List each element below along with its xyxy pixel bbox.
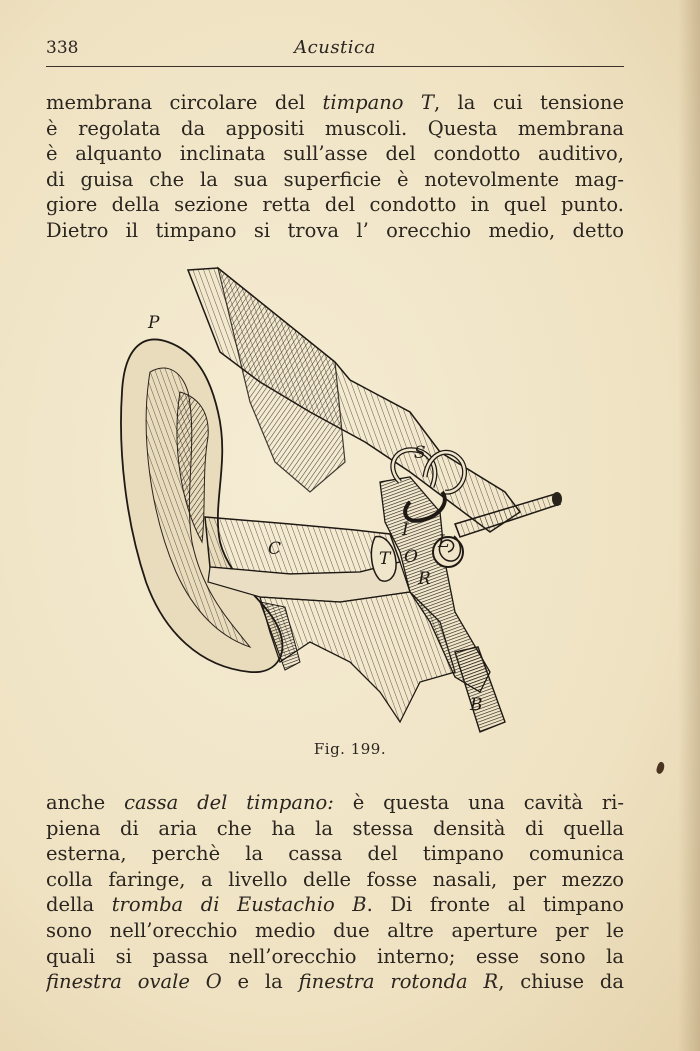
text-line: della tromba di Eustachio B. Di fronte al timpano: [46, 893, 624, 917]
nerve-end: [552, 492, 562, 506]
figure-label-b: B: [470, 695, 483, 715]
page-number: 338: [46, 38, 79, 58]
figure-label-s: S: [414, 443, 426, 463]
ink-blot: [655, 761, 666, 775]
text-line: anche cassa del timpano: è questa una cavità ri-: [46, 791, 624, 814]
text-line: sono nell’orecchio medio due altre aperture per le: [46, 918, 624, 942]
text-line: colla faringe, a livello delle fosse nasali, per mezzo: [46, 867, 624, 891]
bottom-paragraph: [46, 790, 624, 995]
text-line: finestra ovale O e la finestra rotonda R, chiuse da: [46, 970, 624, 994]
text-line: è regolata da appositi muscoli. Questa membrana: [46, 116, 624, 140]
figure-caption: Fig. 199.: [313, 740, 387, 758]
figure-label-i: I: [402, 520, 409, 540]
text-line: membrana circolare del timpano T, la cui tensione: [46, 91, 624, 114]
page-header: [46, 36, 624, 67]
bone-cut-face: [218, 268, 345, 492]
page-edge-shadow: [678, 0, 700, 1051]
text-line: è alquanto inclinata sull’asse del condotto auditivo,: [46, 142, 624, 166]
figure-label-p: P: [148, 313, 160, 333]
figure-label-o: O: [404, 547, 418, 567]
auditory-canal: [205, 517, 400, 574]
figure-label-l: L: [438, 532, 450, 552]
text-line: piena di aria che ha la stessa densità di quella: [46, 816, 624, 840]
eustachian-tube: [455, 647, 505, 732]
text-line: Dietro il timpano si trova l’ orecchio medio, detto: [46, 218, 624, 242]
ear-anatomy-illustration: [110, 262, 570, 742]
figure-label-c: C: [268, 539, 282, 559]
running-title: Acustica: [294, 37, 376, 58]
text-line: giore della sezione retta del condotto in quel punto.: [46, 193, 624, 217]
figure-label-t: T: [379, 549, 391, 569]
text-line: quali si passa nell’orecchio interno; esse sono la: [46, 944, 624, 968]
figure-label-r: R: [418, 569, 431, 589]
top-paragraph: [46, 90, 624, 244]
text-line: di guisa che la sua superficie è notevolmente mag-: [46, 167, 624, 191]
text-line: esterna, perchè la cassa del timpano comunica: [46, 842, 624, 866]
